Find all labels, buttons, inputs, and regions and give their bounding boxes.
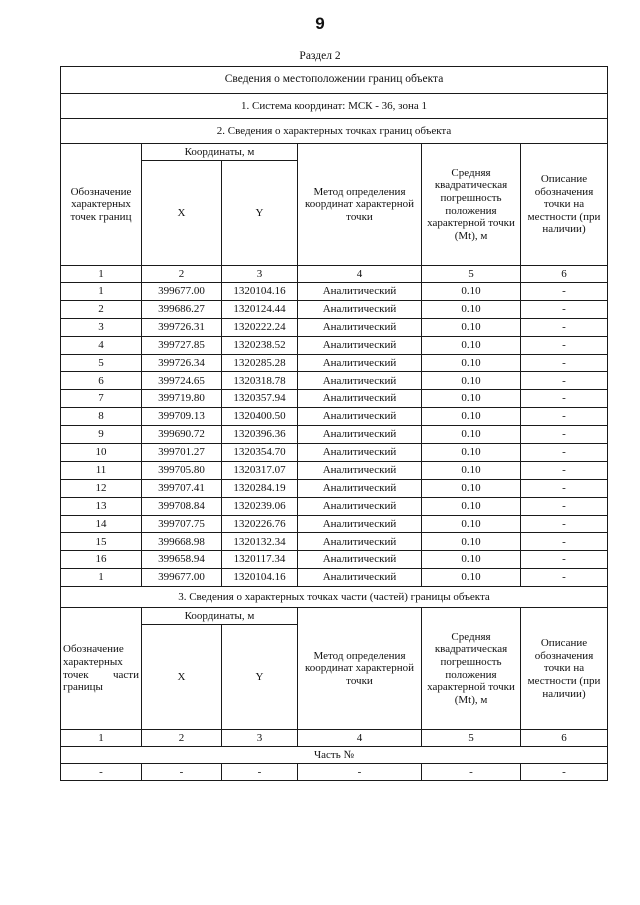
table-row <box>61 336 608 354</box>
header3-error: Средняя квадратическая погрешность положения характерной точки (Mt), м <box>422 608 521 730</box>
empty-row <box>61 764 608 781</box>
y-cell: 1320357.94 <box>222 390 298 408</box>
header-x: X <box>142 161 222 266</box>
table-row <box>61 569 608 587</box>
header3-x: X <box>142 625 222 730</box>
x-cell: 399727.85 <box>142 336 222 354</box>
header3-method: Метод определения координат характерной точки <box>298 608 422 730</box>
table-row <box>61 461 608 479</box>
method-cell: Аналитический <box>298 444 422 462</box>
empty-cell: - <box>222 764 298 781</box>
page-number: 9 <box>315 14 325 33</box>
method-cell: Аналитический <box>298 300 422 318</box>
column-number: 5 <box>422 730 521 747</box>
x-cell: 399658.94 <box>142 551 222 569</box>
error-cell: 0.10 <box>422 426 521 444</box>
error-cell: 0.10 <box>422 533 521 551</box>
y-cell: 1320104.16 <box>222 569 298 587</box>
table-row <box>61 318 608 336</box>
error-cell: 0.10 <box>422 336 521 354</box>
error-cell: 0.10 <box>422 497 521 515</box>
method-cell: Аналитический <box>298 372 422 390</box>
point-id-cell: 9 <box>61 426 142 444</box>
table-row <box>61 533 608 551</box>
y-cell: 1320124.44 <box>222 300 298 318</box>
header-y: Y <box>222 161 298 266</box>
y-cell: 1320238.52 <box>222 336 298 354</box>
y-cell: 1320317.07 <box>222 461 298 479</box>
description-cell: - <box>521 551 608 569</box>
header-coordinates: Координаты, м <box>142 144 298 161</box>
description-cell: - <box>521 283 608 301</box>
header3-coordinates: Координаты, м <box>142 608 298 625</box>
point-id-cell: 1 <box>61 283 142 301</box>
method-cell: Аналитический <box>298 426 422 444</box>
column-numbers-row-3 <box>61 730 608 747</box>
header-error: Средняя квадратическая погрешность положения характерной точки (Mt), м <box>422 144 521 266</box>
y-cell: 1320285.28 <box>222 354 298 372</box>
x-cell: 399705.80 <box>142 461 222 479</box>
error-cell: 0.10 <box>422 300 521 318</box>
description-cell: - <box>521 372 608 390</box>
description-cell: - <box>521 461 608 479</box>
x-cell: 399709.13 <box>142 408 222 426</box>
point-id-cell: 2 <box>61 300 142 318</box>
x-cell: 399708.84 <box>142 497 222 515</box>
empty-cell: - <box>298 764 422 781</box>
point-id-cell: 4 <box>61 336 142 354</box>
method-cell: Аналитический <box>298 515 422 533</box>
description-cell: - <box>521 390 608 408</box>
method-cell: Аналитический <box>298 569 422 587</box>
table-row <box>61 479 608 497</box>
column-numbers-row <box>61 266 608 283</box>
table-title: Сведения о местоположении границ объекта <box>61 67 608 94</box>
boundary-table <box>60 66 608 781</box>
error-cell: 0.10 <box>422 354 521 372</box>
y-cell: 1320400.50 <box>222 408 298 426</box>
point-id-cell: 16 <box>61 551 142 569</box>
header3-y: Y <box>222 625 298 730</box>
description-cell: - <box>521 354 608 372</box>
section-label: Раздел 2 <box>299 50 341 62</box>
y-cell: 1320104.16 <box>222 283 298 301</box>
x-cell: 399724.65 <box>142 372 222 390</box>
column-number: 3 <box>222 266 298 283</box>
table-row <box>61 497 608 515</box>
y-cell: 1320226.76 <box>222 515 298 533</box>
error-cell: 0.10 <box>422 372 521 390</box>
x-cell: 399677.00 <box>142 569 222 587</box>
header3-description: Описание обозначения точки на местности (при наличии) <box>521 608 608 730</box>
coord-system-row: 1. Система координат: МСК - 36, зона 1 <box>61 94 608 119</box>
description-cell: - <box>521 444 608 462</box>
method-cell: Аналитический <box>298 551 422 569</box>
point-id-cell: 11 <box>61 461 142 479</box>
point-id-cell: 10 <box>61 444 142 462</box>
y-cell: 1320396.36 <box>222 426 298 444</box>
section3-title: 3. Сведения о характерных точках части (частей) границы объекта <box>61 587 608 608</box>
point-id-cell: 12 <box>61 479 142 497</box>
method-cell: Аналитический <box>298 408 422 426</box>
section2-title: 2. Сведения о характерных точках границ объекта <box>61 119 608 144</box>
part-label-row: Часть № <box>61 747 608 764</box>
method-cell: Аналитический <box>298 533 422 551</box>
y-cell: 1320239.06 <box>222 497 298 515</box>
description-cell: - <box>521 408 608 426</box>
column-number: 3 <box>222 730 298 747</box>
header-designation: Обозначение характерных точек границ <box>61 144 142 266</box>
column-number: 1 <box>61 266 142 283</box>
column-number: 1 <box>61 730 142 747</box>
x-cell: 399677.00 <box>142 283 222 301</box>
header3-designation: Обозначение характерных точек части границы <box>61 608 142 730</box>
point-id-cell: 15 <box>61 533 142 551</box>
point-id-cell: 8 <box>61 408 142 426</box>
error-cell: 0.10 <box>422 515 521 533</box>
column-number: 6 <box>521 730 608 747</box>
column-number: 6 <box>521 266 608 283</box>
column-number: 4 <box>298 266 422 283</box>
table-row <box>61 515 608 533</box>
table-row <box>61 444 608 462</box>
column-number: 4 <box>298 730 422 747</box>
error-cell: 0.10 <box>422 569 521 587</box>
description-cell: - <box>521 426 608 444</box>
error-cell: 0.10 <box>422 461 521 479</box>
description-cell: - <box>521 515 608 533</box>
point-id-cell: 5 <box>61 354 142 372</box>
description-cell: - <box>521 497 608 515</box>
x-cell: 399668.98 <box>142 533 222 551</box>
description-cell: - <box>521 569 608 587</box>
table-row <box>61 408 608 426</box>
table-row <box>61 372 608 390</box>
method-cell: Аналитический <box>298 283 422 301</box>
method-cell: Аналитический <box>298 390 422 408</box>
point-id-cell: 7 <box>61 390 142 408</box>
table-row <box>61 551 608 569</box>
point-id-cell: 14 <box>61 515 142 533</box>
method-cell: Аналитический <box>298 479 422 497</box>
x-cell: 399690.72 <box>142 426 222 444</box>
y-cell: 1320222.24 <box>222 318 298 336</box>
empty-cell: - <box>142 764 222 781</box>
y-cell: 1320284.19 <box>222 479 298 497</box>
error-cell: 0.10 <box>422 479 521 497</box>
x-cell: 399686.27 <box>142 300 222 318</box>
error-cell: 0.10 <box>422 408 521 426</box>
column-number: 5 <box>422 266 521 283</box>
table-row <box>61 390 608 408</box>
point-id-cell: 13 <box>61 497 142 515</box>
error-cell: 0.10 <box>422 444 521 462</box>
y-cell: 1320354.70 <box>222 444 298 462</box>
method-cell: Аналитический <box>298 497 422 515</box>
x-cell: 399707.75 <box>142 515 222 533</box>
table-row <box>61 426 608 444</box>
empty-cell: - <box>422 764 521 781</box>
column-number: 2 <box>142 730 222 747</box>
column-number: 2 <box>142 266 222 283</box>
error-cell: 0.10 <box>422 318 521 336</box>
error-cell: 0.10 <box>422 390 521 408</box>
table-row <box>61 300 608 318</box>
description-cell: - <box>521 300 608 318</box>
description-cell: - <box>521 336 608 354</box>
header-method: Метод определения координат характерной точки <box>298 144 422 266</box>
method-cell: Аналитический <box>298 318 422 336</box>
table-row <box>61 283 608 301</box>
x-cell: 399719.80 <box>142 390 222 408</box>
x-cell: 399701.27 <box>142 444 222 462</box>
x-cell: 399707.41 <box>142 479 222 497</box>
method-cell: Аналитический <box>298 354 422 372</box>
error-cell: 0.10 <box>422 551 521 569</box>
x-cell: 399726.31 <box>142 318 222 336</box>
point-id-cell: 3 <box>61 318 142 336</box>
description-cell: - <box>521 533 608 551</box>
point-id-cell: 1 <box>61 569 142 587</box>
header-description: Описание обозначения точки на местности (при наличии) <box>521 144 608 266</box>
empty-cell: - <box>61 764 142 781</box>
method-cell: Аналитический <box>298 336 422 354</box>
error-cell: 0.10 <box>422 283 521 301</box>
y-cell: 1320318.78 <box>222 372 298 390</box>
method-cell: Аналитический <box>298 461 422 479</box>
empty-cell: - <box>521 764 608 781</box>
description-cell: - <box>521 318 608 336</box>
x-cell: 399726.34 <box>142 354 222 372</box>
y-cell: 1320132.34 <box>222 533 298 551</box>
table-row <box>61 354 608 372</box>
y-cell: 1320117.34 <box>222 551 298 569</box>
point-id-cell: 6 <box>61 372 142 390</box>
description-cell: - <box>521 479 608 497</box>
